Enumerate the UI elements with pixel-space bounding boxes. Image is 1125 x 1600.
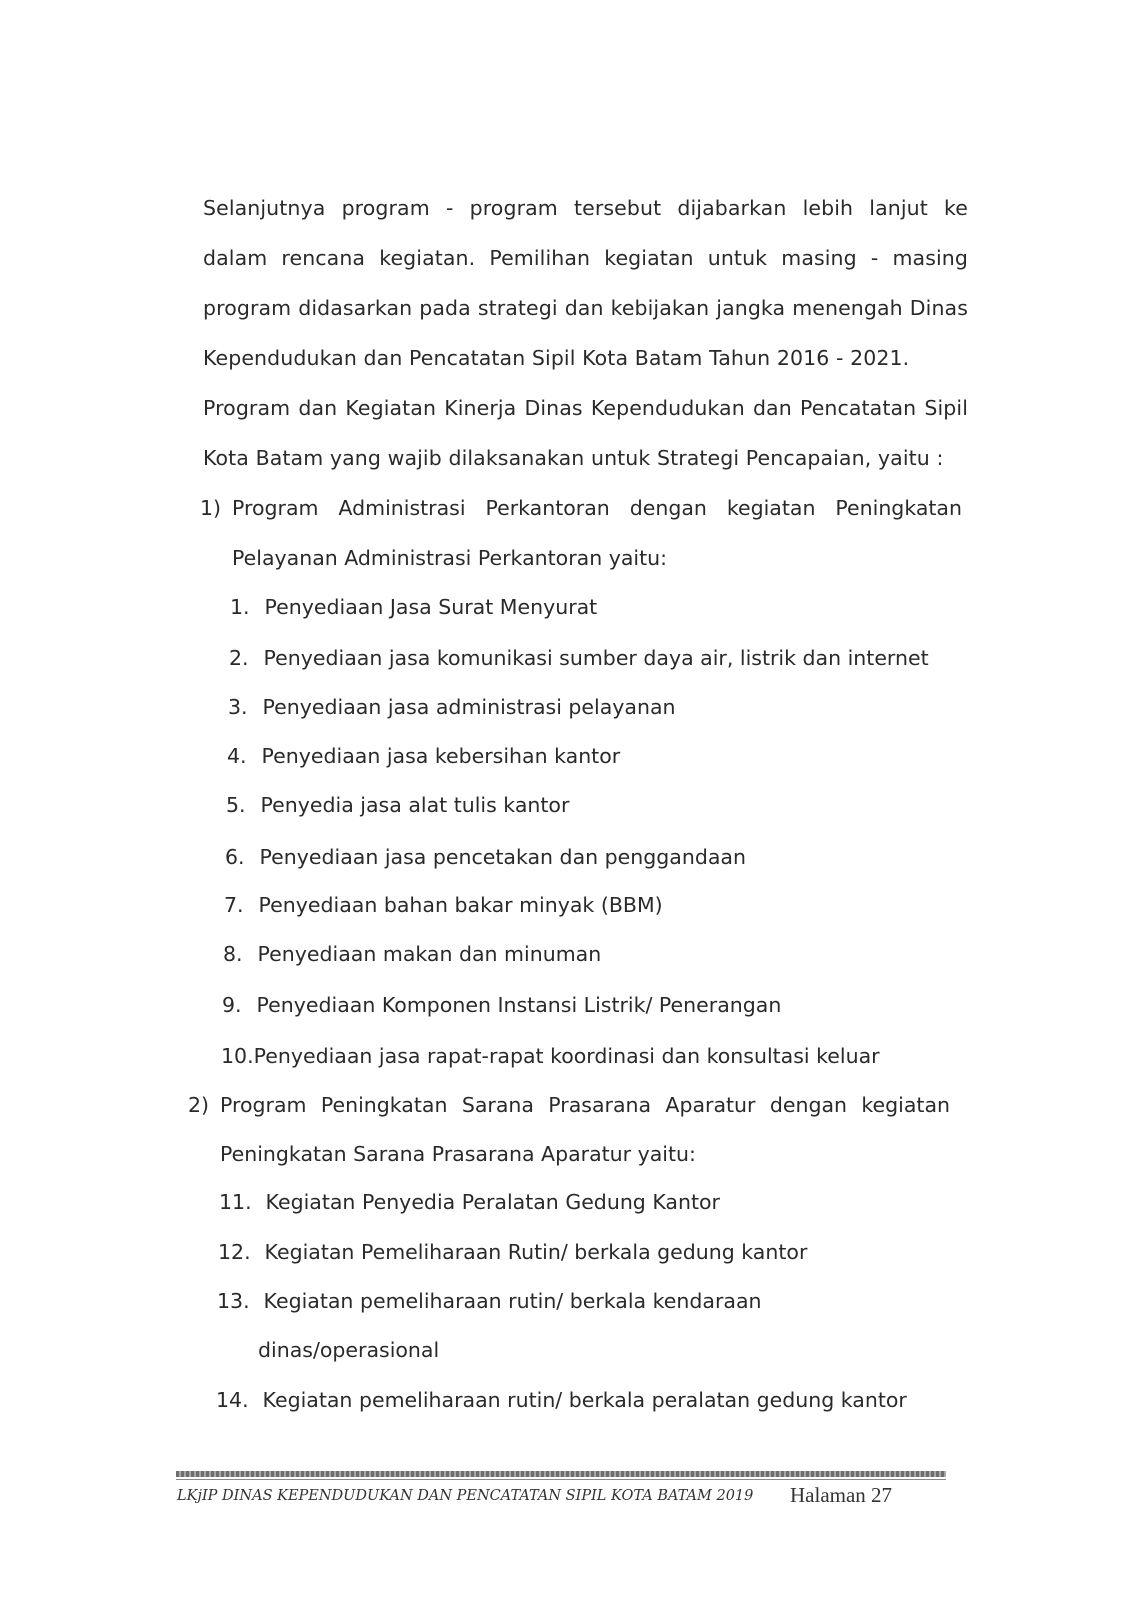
list-item-number: 13. (217, 1289, 250, 1313)
list-item-text: Kegiatan pemeliharaan rutin/ berkala kendaraan (263, 1289, 762, 1313)
program-1-number: 1) (200, 496, 222, 520)
list-item-number: 14. (216, 1388, 249, 1412)
list-item (227, 742, 620, 770)
footer-rule-thin (176, 1479, 946, 1480)
list-item-continuation: dinas/operasional (258, 1338, 440, 1362)
list-item-text: Penyedia jasa alat tulis kantor (260, 793, 570, 817)
list-item-text: Penyediaan jasa kebersihan kantor (261, 744, 621, 768)
list-item-text: Penyediaan jasa administrasi pelayanan (262, 695, 676, 719)
footer-rule (176, 1471, 946, 1477)
intro-line-6: Kota Batam yang wajib dilaksanakan untuk Strategi Pencapaian, yaitu : (203, 446, 944, 470)
list-item (224, 891, 663, 919)
list-item (218, 1238, 807, 1266)
list-item-text: Penyediaan makan dan minuman (257, 942, 602, 966)
list-item-text: Penyediaan Komponen Instansi Listrik/ Penerangan (256, 993, 782, 1017)
list-item-text: Kegiatan Penyedia Peralatan Gedung Kantor (265, 1190, 720, 1214)
list-item (223, 940, 601, 968)
program-1-heading-line-2: Pelayanan Administrasi Perkantoran yaitu: (232, 546, 668, 570)
list-item (221, 1042, 880, 1070)
program-1-heading-line-1: Program Administrasi Perkantoran dengan kegiatan Peningkatan (232, 496, 962, 520)
list-item-number: 9. (222, 993, 242, 1017)
list-item-text: Penyediaan Jasa Surat Menyurat (264, 595, 598, 619)
list-item-number: 3. (228, 695, 248, 719)
list-item (222, 991, 781, 1019)
list-item-text: Penyediaan jasa komunikasi sumber daya air, listrik dan internet (263, 646, 929, 670)
list-item-text: Penyediaan jasa rapat-rapat koordinasi dan konsultasi keluar (253, 1044, 880, 1068)
intro-line-5: Program dan Kegiatan Kinerja Dinas Kependudukan dan Pencatatan Sipil (203, 396, 968, 420)
list-item-number: 8. (223, 942, 243, 966)
list-item-number: 7. (224, 893, 244, 917)
list-item (229, 644, 929, 672)
footer-document-title: LKjIP DINAS KEPENDUDUKAN DAN PENCATATAN SIPIL KOTA BATAM 2019 (177, 1488, 754, 1504)
list-item-number: 11. (219, 1190, 252, 1214)
program-2-number: 2) (188, 1093, 210, 1117)
list-item (225, 843, 746, 871)
list-item-number: 5. (226, 793, 246, 817)
intro-line-3: program didasarkan pada strategi dan kebijakan jangka menengah Dinas (203, 296, 968, 320)
intro-line-4: Kependudukan dan Pencatatan Sipil Kota Batam Tahun 2016 - 2021. (203, 346, 910, 370)
list-item (228, 693, 676, 721)
list-item-number: 12. (218, 1240, 251, 1264)
program-2-heading-line-2: Peningkatan Sarana Prasarana Aparatur yaitu: (220, 1142, 696, 1166)
list-item (217, 1287, 762, 1315)
list-item (230, 593, 597, 621)
footer-page-number: Halaman 27 (790, 1483, 893, 1507)
intro-line-1: Selanjutnya program - program tersebut dijabarkan lebih lanjut ke (203, 196, 968, 220)
list-item-number: 4. (227, 744, 247, 768)
list-item (219, 1188, 720, 1216)
list-item-number: 1. (230, 595, 250, 619)
list-item-number: 10. (221, 1044, 254, 1068)
list-item-text: Penyediaan jasa pencetakan dan penggandaan (259, 845, 746, 869)
program-2-heading-line-1: Program Peningkatan Sarana Prasarana Aparatur dengan kegiatan (220, 1093, 950, 1117)
list-item (226, 791, 569, 819)
list-item-text: Kegiatan pemeliharaan rutin/ berkala peralatan gedung kantor (262, 1388, 907, 1412)
list-item (216, 1386, 907, 1414)
list-item-text: Kegiatan Pemeliharaan Rutin/ berkala gedung kantor (264, 1240, 808, 1264)
intro-line-2: dalam rencana kegiatan. Pemilihan kegiatan untuk masing - masing (203, 246, 968, 270)
list-item-number: 2. (229, 646, 249, 670)
list-item-text: Penyediaan bahan bakar minyak (BBM) (258, 893, 663, 917)
list-item-number: 6. (225, 845, 245, 869)
